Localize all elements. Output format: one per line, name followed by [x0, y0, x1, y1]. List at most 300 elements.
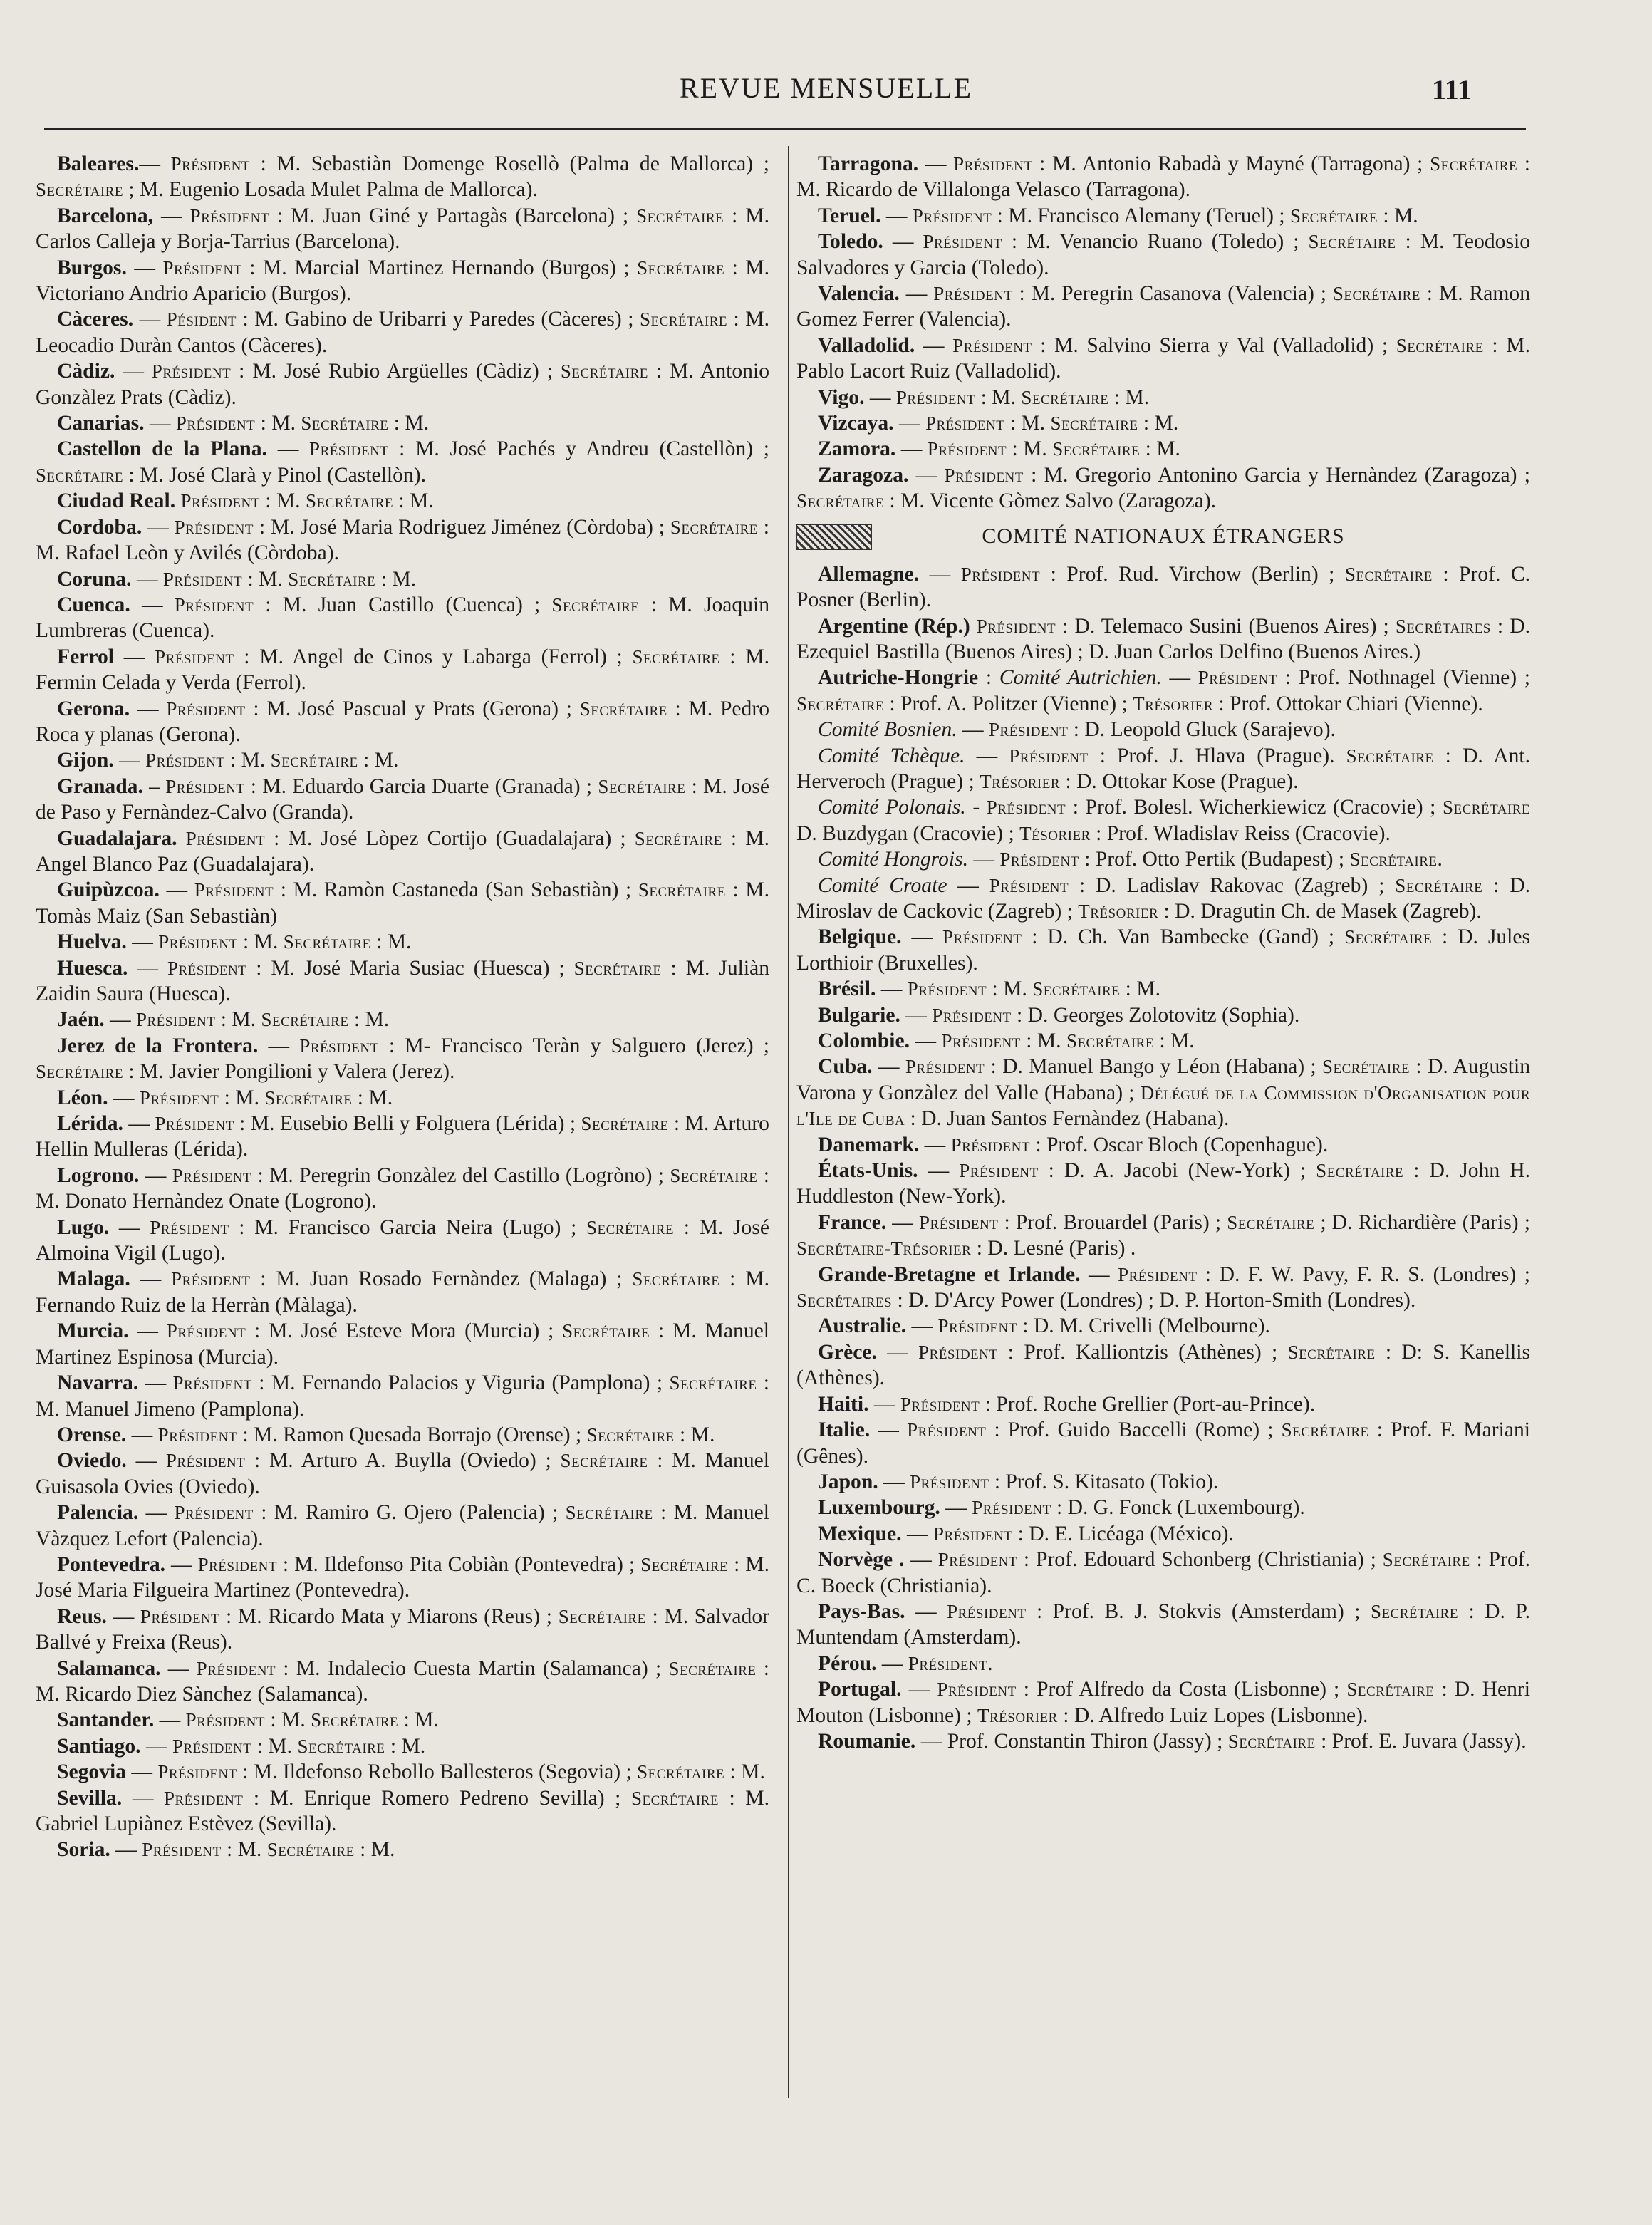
committee-entry — [796, 1676, 1530, 1728]
entry-name: Burgos. — [57, 256, 127, 279]
entry-text: : M. José de Paso y Fernàndez-Calvo (Granda). — [36, 774, 769, 824]
ornament-icon — [796, 524, 872, 550]
entry-role: Président — [933, 283, 1013, 305]
entry-text: : M. Sebastiàn Domenge Rosellò (Palma de Mallorca) ; — [249, 152, 769, 175]
entry-text: : M. Francisco Alemany (Teruel) ; — [992, 204, 1290, 227]
entry-name: Oviedo. — [57, 1449, 127, 1473]
entry-text: — — [104, 1008, 136, 1032]
entry-text: : M. — [375, 567, 417, 591]
entry-text: : Prof. Oscar Bloch (Copenhague). — [1029, 1133, 1329, 1156]
entry-role: Secrétaire — [288, 568, 376, 590]
page-number: 111 — [1432, 73, 1472, 105]
entry-text: : D. John H. Huddleston (New-York). — [796, 1159, 1531, 1208]
entry-text: — — [901, 1678, 937, 1701]
entry-text: : M. — [259, 489, 306, 513]
entry-role: Secrétaire — [598, 775, 686, 797]
committee-entry — [796, 1002, 1530, 1028]
entry-name: Orense. — [57, 1423, 127, 1446]
entry-text: — — [144, 412, 176, 435]
entry-text: : D. Juan Santos Fernàndez (Habana). — [905, 1107, 1230, 1131]
entry-role: Secrétaire — [796, 693, 884, 715]
committee-entry — [796, 1132, 1530, 1158]
entry-name: Càdiz. — [57, 360, 115, 383]
entry-text: — — [965, 744, 1009, 767]
entry-role: Président — [151, 361, 232, 383]
entry-role: Secrétaire — [1289, 204, 1378, 227]
entry-role: Président — [989, 874, 1069, 896]
entry-text: : Prof. J. Hlava (Prague). — [1088, 744, 1346, 767]
entry-role: Président — [180, 490, 260, 512]
committee-entry — [36, 514, 769, 566]
entry-text: — — [140, 1734, 172, 1758]
entry-name: Haiti. — [818, 1392, 869, 1416]
entry-role: Secrétaire — [270, 750, 358, 772]
entry-name: Cordoba. — [57, 515, 142, 539]
entry-name: Roumanie. — [818, 1729, 916, 1753]
entry-text: : M. — [251, 1734, 298, 1758]
entry-text: — — [872, 1055, 905, 1079]
entry-text: : Prof. Nothnagel (Vienne) ; — [1277, 666, 1531, 690]
entry-name: Valencia. — [818, 282, 900, 306]
entry-name: Grande-Bretagne et Irlande. — [818, 1262, 1081, 1286]
entry-role: Président — [999, 849, 1079, 871]
entry-text: : M. — [348, 1008, 390, 1032]
entry-text: : M. Manuel Jimeno (Pamplona). — [36, 1371, 770, 1421]
entry-text: — — [258, 1034, 300, 1057]
entry-text: — — [122, 1786, 164, 1810]
entry-text: : M. — [1138, 412, 1179, 435]
entry-role: Secrétaire-Trésorier — [796, 1238, 972, 1260]
entry-text: : M. — [358, 749, 399, 772]
entry-text: : M. Juan Castillo (Cuenca) ; — [254, 593, 552, 616]
committee-entry — [796, 743, 1530, 795]
running-title: REVUE MENSUELLE — [679, 72, 973, 104]
entry-role: Secrétaire — [1287, 1341, 1376, 1363]
entry-text: . — [1437, 848, 1443, 871]
entry-name: Italie. — [818, 1418, 871, 1442]
entry-role: Secrétaire — [1227, 1730, 1316, 1752]
entry-role: Président — [989, 719, 1069, 741]
entry-text: — — [160, 1656, 197, 1680]
entry-text: — — [915, 1729, 947, 1753]
committee-entry — [796, 1521, 1530, 1547]
entry-text: : M. Ricardo de Villalonga Velasco (Tarragona). — [796, 152, 1531, 202]
entry-role: Président — [142, 1839, 222, 1861]
right-column — [796, 151, 1530, 1754]
entry-text: — — [139, 152, 171, 175]
entry-name: Reus. — [57, 1604, 107, 1628]
committee-entry — [36, 1370, 769, 1422]
entry-text: — — [109, 1215, 150, 1239]
entry-role: Secrétaires — [796, 1290, 893, 1312]
entry-text: — — [138, 1371, 173, 1395]
entry-text: — — [906, 1314, 938, 1338]
entry-role: Président — [194, 879, 274, 901]
entry-text: — — [870, 1418, 908, 1442]
entry-role: Président — [927, 438, 1007, 460]
entry-text: : Prof. C. Posner (Berlin). — [796, 562, 1531, 612]
entry-role: Président — [150, 1216, 229, 1238]
entry-text: : M. Arturo Hellin Mulleras (Lérida). — [36, 1112, 769, 1161]
entry-text: : M. — [237, 930, 284, 954]
entry-name: Santander. — [57, 1708, 155, 1732]
entry-role: Président — [905, 1056, 985, 1078]
committee-entry — [36, 1085, 769, 1111]
entry-text: : M. — [1004, 412, 1051, 435]
entry-text: : M. Donato Hernàndez Onate (Logrono). — [36, 1163, 769, 1213]
entry-role: Secrétaire — [1346, 1679, 1435, 1701]
entry-role: Président — [953, 153, 1033, 175]
committee-entry — [796, 462, 1530, 514]
entry-role: Président — [166, 1320, 246, 1342]
entry-role: Secrétaire — [586, 1423, 675, 1446]
entry-text: : M. José Rubio Argüelles (Càdiz) ; — [231, 360, 561, 383]
entry-text: — — [918, 1159, 960, 1183]
entry-text: : M. Ramiro G. Ojero (Palencia) ; — [253, 1501, 566, 1525]
entry-text: — — [968, 848, 1000, 871]
entry-role: Secrétaire — [1346, 745, 1434, 767]
entry-text: : M. Ricardo Diez Sànchez (Salamanca). — [36, 1656, 769, 1706]
entry-text: : D. M. Crivelli (Melbourne). — [1017, 1314, 1270, 1338]
entry-role: Président — [1118, 1263, 1198, 1285]
entry-text: D. Buzdygan (Cracovie) ; — [796, 821, 1020, 845]
entry-name: Ferrol — [57, 645, 114, 668]
entry-name: Malaga. — [57, 1267, 130, 1291]
entry-text: Prof. Constantin Thiron (Jassy) ; — [947, 1729, 1228, 1753]
entry-text: : M. Victoriano Andrio Aparicio (Burgos). — [36, 256, 770, 306]
entry-text: : Prof. A. Politzer (Vienne) ; — [884, 692, 1133, 715]
entry-role: Secrétaire — [1344, 926, 1433, 948]
entry-name: Càceres. — [57, 308, 134, 331]
entry-name: Palencia. — [57, 1501, 139, 1525]
committee-entry — [796, 1469, 1530, 1495]
entry-text: : M. — [354, 1838, 395, 1862]
entry-text: : Prof. Edouard Schonberg (Christiania) ; — [1017, 1548, 1383, 1572]
committee-entry — [36, 644, 769, 696]
entry-role: Secrétaire — [36, 1061, 123, 1083]
entry-role: Secrétaire — [266, 1839, 355, 1861]
entry-name: Valladolid. — [818, 333, 915, 357]
entry-role: Président — [165, 775, 245, 797]
entry-role: Président — [172, 1735, 252, 1757]
committee-entry — [36, 488, 769, 514]
entry-text: — — [901, 925, 943, 949]
entry-text: : M. — [255, 412, 301, 435]
entry-text: – — [142, 774, 166, 798]
entry-role: Secrétaire — [560, 361, 648, 383]
entry-role: Président — [947, 1600, 1027, 1622]
entry-name: Gerona. — [57, 697, 130, 720]
entry-role: Secrétaire — [1227, 1211, 1315, 1233]
entry-text: : M. — [987, 977, 1033, 1001]
entry-text: : D. Georges Zolotovitz (Sophia). — [1011, 1003, 1300, 1027]
entry-role: Secrétaire — [638, 879, 726, 901]
entry-text: — — [165, 1552, 198, 1576]
entry-text: : M. — [385, 1734, 426, 1758]
entry-name: Norvège . — [818, 1548, 905, 1572]
entry-name: Brésil. — [818, 977, 876, 1001]
entry-name: Huesca. — [57, 956, 128, 980]
entry-role: Secrétaire — [586, 1216, 675, 1238]
entry-role: Président — [952, 334, 1032, 356]
entry-text: : Prof Alfredo da Costa (Lisbonne) ; — [1016, 1678, 1347, 1701]
entry-name: Danemark. — [818, 1133, 920, 1156]
section-heading — [796, 514, 1530, 560]
entry-role: Président — [174, 1502, 254, 1524]
entry-text: - — [965, 796, 987, 819]
committee-entry — [36, 1733, 769, 1759]
entry-text: : M. Ramon Gomez Ferrer (Valencia). — [796, 282, 1530, 331]
entry-role: Secrétaire — [261, 1009, 349, 1031]
entry-text: — — [893, 412, 925, 435]
entry-role: Secrétaire — [560, 1450, 648, 1472]
entry-text: : M. Pedro Roca y planas (Gerona). — [36, 697, 770, 746]
entry-subcommittee: Comité Autrichien. — [999, 666, 1162, 690]
entry-name: Soria. — [57, 1838, 110, 1862]
committee-entry — [796, 1313, 1530, 1339]
entry-name: Canarias. — [57, 412, 145, 435]
entry-name: Ciudad Real. — [57, 489, 176, 513]
entry-text: : M. José Maria Rodriguez Jiménez (Còrdoba) ; — [253, 515, 670, 539]
entry-text: — — [908, 463, 945, 487]
entry-name: Sevilla. — [57, 1786, 123, 1810]
entry-text: — — [130, 1267, 172, 1291]
entry-text: : M. — [224, 749, 271, 772]
entry-name: Colombie. — [818, 1029, 910, 1052]
committee-entry — [796, 281, 1530, 333]
entry-subcommittee: Comité Polonais. — [818, 796, 966, 819]
entry-role: Secrétaire — [581, 1113, 669, 1135]
entry-text: — — [876, 977, 908, 1001]
entry-text: : M. Fernando Ruiz de la Herràn (Màlaga). — [36, 1267, 769, 1317]
committee-entry — [796, 1547, 1530, 1599]
entry-text: : M. Peregrin Gonzàlez del Castillo (Logròno) ; — [251, 1163, 670, 1187]
entry-role: Tésorier — [1019, 822, 1091, 844]
entry-role: Secrétaire — [1396, 334, 1484, 356]
column-divider — [788, 146, 789, 2098]
entry-role: Président — [155, 645, 234, 668]
committee-entry — [796, 846, 1530, 872]
entry-text: : M. Gregorio Antonino Garcia y Hernàndez (Zaragoza) ; — [1023, 463, 1530, 487]
committee-entry — [796, 976, 1530, 1002]
entry-role: Secrétaire — [668, 1657, 757, 1679]
entry-role: Président — [937, 1679, 1017, 1701]
entry-text: : D. E. Licéaga (México). — [1012, 1522, 1234, 1545]
entry-text: — — [126, 1423, 158, 1446]
entry-role: Président — [937, 1315, 1017, 1337]
entry-role: Président — [171, 1268, 251, 1290]
entry-name: Belgique. — [818, 925, 902, 949]
committee-entry — [36, 955, 769, 1007]
entry-role: Secrétaire — [796, 490, 884, 512]
entry-text: : M. Antonio Rabadà y Mayné (Tarragona) ; — [1032, 152, 1430, 175]
entry-text: : Prof. Wladislav Reiss (Cracovie). — [1090, 821, 1391, 845]
entry-name: Gijon. — [57, 749, 114, 772]
entry-name: Zaragoza. — [818, 463, 909, 487]
entry-name: Logrono. — [57, 1163, 140, 1187]
entry-text: : M. — [1153, 1029, 1195, 1052]
entry-text: : D. A. Jacobi (New-York) ; — [1038, 1159, 1316, 1183]
entry-text: — — [126, 1760, 158, 1784]
entry-name: Guipùzcoa. — [57, 878, 160, 902]
entry-name: Castellon de la Plana. — [57, 437, 267, 461]
committee-entry — [796, 1339, 1530, 1391]
committee-entry — [36, 1215, 769, 1267]
entry-role: Secrétaire — [1281, 1419, 1369, 1441]
entry-text: — — [108, 1086, 140, 1109]
entry-text: : M. — [219, 1086, 265, 1109]
entry-text: : M. Manuel Guisasola Ovies (Oviedo). — [36, 1449, 769, 1498]
entry-text: — — [883, 230, 923, 254]
entry-text: : D. Alfredo Luiz Lopes (Lisbonne). — [1057, 1703, 1368, 1727]
committee-entry — [36, 592, 769, 644]
entry-role: Président — [976, 615, 1056, 637]
entry-role: Président — [155, 1113, 234, 1135]
entry-role: Secrétaire — [311, 1709, 399, 1731]
entry-text: : D. Miroslav de Cackovic (Zagreb) ; — [796, 873, 1530, 923]
committee-entry — [796, 561, 1530, 613]
entry-role: Président — [912, 204, 992, 227]
entry-text: : M. — [352, 1086, 393, 1109]
entry-role: Délégué de la Commission d'Organisation pour l'Ile de Cuba — [796, 1082, 1530, 1130]
entry-role: Président — [157, 1761, 237, 1783]
entry-role: Président — [196, 1657, 276, 1679]
committee-entry — [36, 747, 769, 773]
entry-text: : D. Telemaco Susini (Buenos Aires) ; — [1056, 614, 1396, 638]
entry-text: : M. — [1120, 977, 1160, 1001]
entry-text: : D. G. Fonck (Luxembourg). — [1051, 1496, 1305, 1520]
entry-text: : M. — [1007, 437, 1053, 461]
entry-text: : D. Ezequiel Bastilla (Buenos Aires) ; D. Juan Carlos Delfino (Buenos Aires.) — [796, 614, 1530, 663]
entry-text: : M. — [975, 385, 1022, 409]
entry-text: — — [919, 1133, 951, 1156]
entry-role: Secrétaire — [1370, 1600, 1458, 1622]
entry-text: — — [133, 308, 167, 331]
entry-text: : Prof. Rud. Virchow (Berlin) ; — [1040, 562, 1345, 586]
entry-text: ; D. Richardière (Paris) ; — [1314, 1210, 1530, 1234]
entry-subcommittee: Comité Bosnien. — [818, 718, 957, 742]
entry-text: : M. José Lòpez Cortijo (Guadalajara) ; — [265, 826, 635, 850]
entry-text: : M. Arturo A. Buylla (Oviedo) ; — [245, 1449, 561, 1473]
entry-role: Secrétaire — [632, 1268, 720, 1290]
committee-entry — [36, 1707, 769, 1733]
entry-text: : M. José Maria Susiac (Huesca) ; — [246, 956, 574, 980]
entry-text: — — [904, 1548, 938, 1572]
entry-role: Secrétaire — [1349, 849, 1438, 871]
entry-role: Secrétaire — [305, 490, 393, 512]
entry-text: : M. — [370, 930, 412, 954]
entry-role: Président — [172, 1372, 252, 1394]
entry-role: Secrétaire — [1443, 797, 1531, 819]
entry-name: Guadalajara. — [57, 826, 177, 850]
committee-entry — [36, 151, 769, 203]
entry-text: : D. Ch. Van Bambecke (Gand) ; — [1022, 925, 1345, 949]
entry-text: : M. — [1108, 385, 1150, 409]
entry-name: Pérou. — [818, 1651, 877, 1675]
committee-entry — [796, 333, 1530, 385]
entry-name: Pontevedra. — [57, 1552, 166, 1576]
entry-role: Président — [907, 1419, 987, 1441]
entry-text: : D. Lesné (Paris) . — [971, 1237, 1136, 1260]
entry-name: Coruna. — [57, 567, 132, 591]
entry-role: Président — [895, 386, 976, 408]
entry-text: — — [947, 873, 989, 897]
entry-name: Lugo. — [57, 1215, 110, 1239]
entry-text: : M. José Pascual y Prats (Gerona) ; — [245, 697, 580, 720]
entry-text: : D. Ant. Herveroch (Prague) ; — [796, 744, 1530, 793]
entry-text: : M. — [215, 1008, 261, 1032]
entry-name: Teruel. — [818, 204, 881, 227]
entry-role: Trésorier — [1078, 900, 1159, 922]
entry-name: Murcia. — [57, 1319, 129, 1343]
entry-role: Président — [165, 1450, 246, 1472]
entry-text: — — [139, 1163, 172, 1187]
entry-text: : M. — [398, 1708, 439, 1732]
entry-role: Président — [925, 413, 1005, 435]
entry-role: Secrétaire — [36, 464, 123, 486]
entry-text: — — [878, 1470, 910, 1493]
entry-role: Président — [950, 1134, 1030, 1156]
committee-entry — [36, 436, 769, 488]
entry-text: : Prof. F. Mariani (Gênes). — [796, 1418, 1530, 1468]
entry-text: : M. Angel de Cinos y Labarga (Ferrol) ; — [234, 645, 633, 668]
entry-name: Jerez de la Frontera. — [57, 1034, 259, 1057]
committee-entry — [796, 203, 1530, 229]
committee-entry — [796, 1028, 1530, 1054]
entry-role: Président — [189, 204, 269, 227]
entry-role: Président — [145, 750, 225, 772]
committee-entry — [796, 151, 1530, 203]
entry-text: : M. Teodosio Salvadores y Garcia (Toledo). — [796, 230, 1530, 279]
entry-text: — — [131, 567, 163, 591]
committee-entry — [796, 410, 1530, 436]
entry-text: — — [130, 697, 167, 720]
entry-role: Président — [158, 931, 238, 953]
entry-text: : M. Enrique Romero Pedreno Sevilla) ; — [243, 1786, 631, 1810]
committee-entry — [36, 696, 769, 748]
entry-text: : M. — [674, 1423, 715, 1446]
entry-text: : D. Manuel Bango y Léon (Habana) ; — [985, 1055, 1323, 1079]
committee-entry — [36, 1552, 769, 1604]
entry-text: : Prof. Brouardel (Paris) ; — [998, 1210, 1227, 1234]
entry-text: : M. Juan Giné y Partagàs (Barcelona) ; — [269, 204, 637, 227]
entry-role: Président — [139, 1086, 219, 1109]
entry-role: Secrétaire — [632, 645, 720, 668]
entry-role: Président — [162, 256, 242, 279]
entry-text: : Prof. Ottokar Chiari (Vienne). — [1213, 692, 1483, 715]
entry-text: — — [130, 593, 175, 616]
entry-role: Président — [932, 1004, 1012, 1026]
entry-text: — — [153, 204, 190, 227]
entry-role: Président — [140, 1605, 220, 1627]
committee-entry — [796, 1495, 1530, 1520]
entry-role: Secrétaire — [1316, 1160, 1404, 1182]
entry-text: — — [106, 1604, 140, 1628]
entry-text: — — [957, 718, 989, 742]
committee-entry — [796, 1391, 1530, 1417]
committee-entry — [36, 1656, 769, 1708]
left-column — [36, 151, 769, 1863]
committee-entry — [36, 1033, 769, 1085]
entry-text: — — [126, 1449, 166, 1473]
entry-text: : M. Ramon Quesada Borrajo (Orense) ; — [237, 1423, 587, 1446]
entry-role: Secrétaire — [573, 957, 662, 979]
entry-role: Président — [933, 1523, 1013, 1545]
entry-role: Secrétaire — [1322, 1056, 1411, 1078]
entry-name: Autriche-Hongrie — [818, 666, 979, 690]
entry-role: Président — [941, 1030, 1021, 1052]
entry-role: Secrétaire — [1052, 438, 1141, 460]
